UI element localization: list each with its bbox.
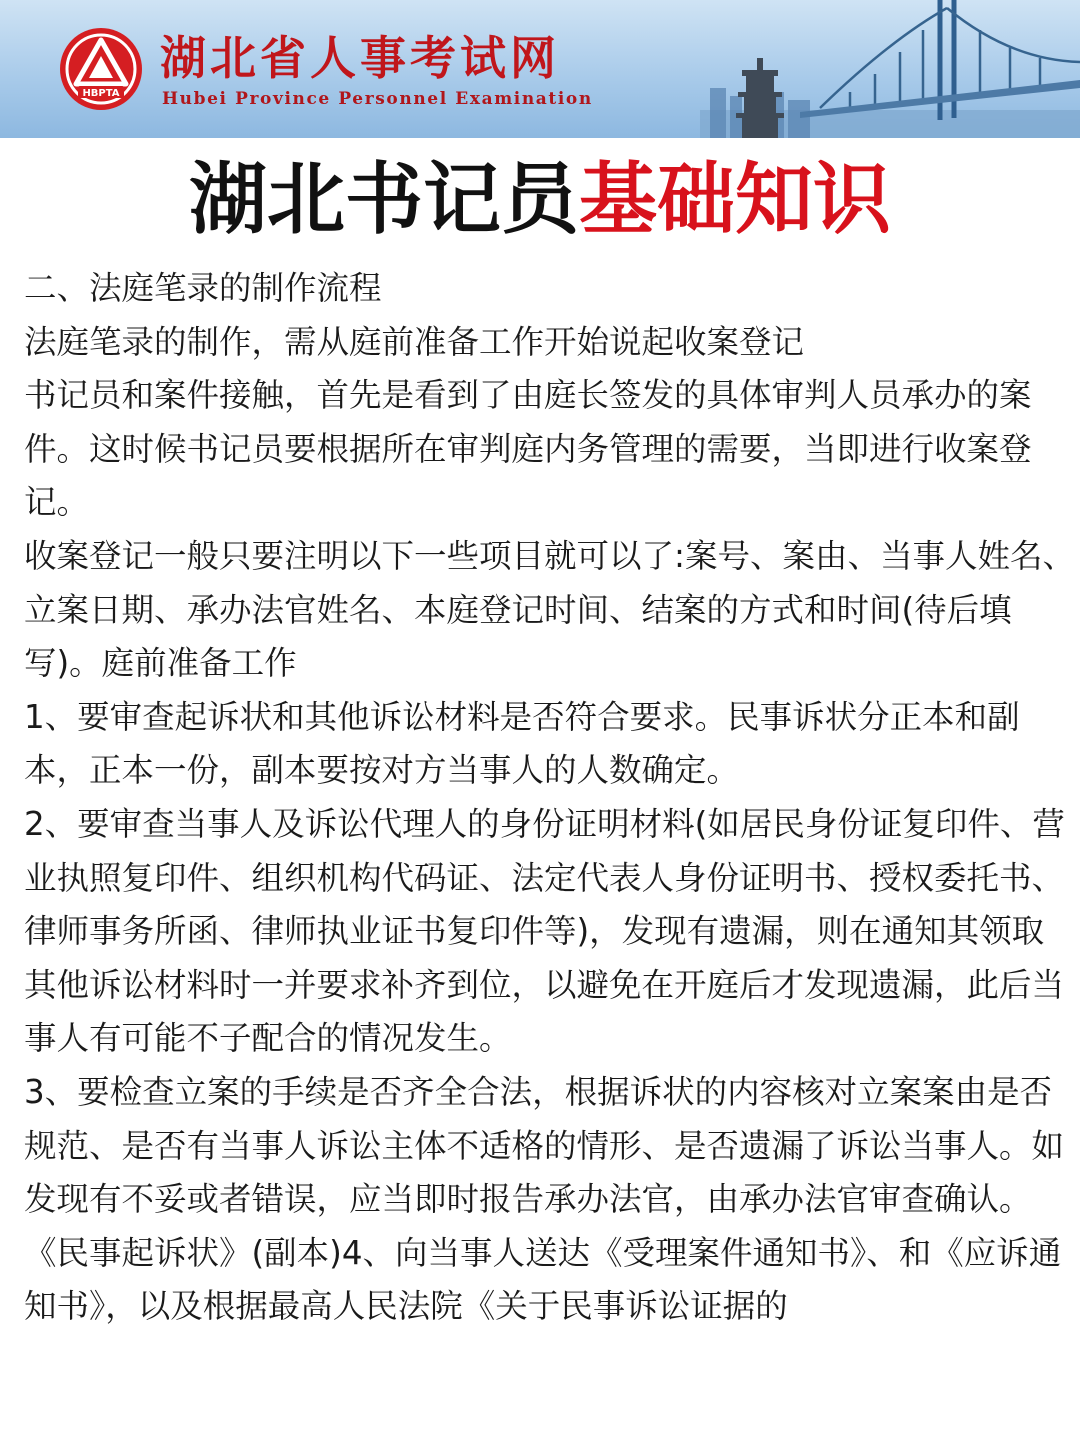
section-heading: 二、法庭笔录的制作流程 [24, 269, 382, 307]
paragraph: 法庭笔录的制作，需从庭前准备工作开始说起收案登记 [24, 322, 805, 361]
site-name-english: Hubei Province Personnel Examination [162, 89, 593, 109]
header-banner [0, 0, 1080, 138]
city-bridge-scenery-icon [620, 0, 1080, 138]
article-body [24, 262, 1076, 1334]
paragraph: 书记员和案件接触，首先是看到了由庭长签发的具体审判人员承办的案件。这时候书记员要根据所在审判庭内务管理的需要，当即进行收案登记。 [24, 376, 1032, 522]
title-red-part: 基础知识 [579, 155, 892, 245]
paragraph: 收案登记一般只要注明以下一些项目就可以了:案号、案由、当事人姓名、立案日期、承办法官姓名、本庭登记时间、结案的方式和时间(待后填写)。庭前准备工作 [24, 536, 1075, 683]
page-title [0, 150, 1080, 250]
hbpta-logo-icon [58, 26, 144, 112]
paragraph: 1、要审查起诉状和其他诉讼材料是否符合要求。民事诉状分正本和副本，正本一份，副本要按对方当事人的人数确定。 [24, 697, 1020, 790]
paragraph: 2、要审查当事人及诉讼代理人的身份证明材料(如居民身份证复印件、营业执照复印件、组织机构代码证、法定代表人身份证明书、授权委托书、律师事务所函、律师执业证书复印件等)，发现有遗漏，则在通知其领取其他诉讼材料时一并要求补齐到位，以避免在开庭后才发现遗漏，此后当事人有可能不子配合的情况发生。 [24, 804, 1065, 1058]
site-name-chinese: 湖北省人事考试网 [160, 31, 560, 85]
logo-text: HBPTA [82, 88, 120, 99]
paragraph: 3、要检查立案的手续是否齐全合法，根据诉状的内容核对立案案由是否规范、是否有当事人诉讼主体不适格的情形、是否遗漏了诉讼当事人。如发现有不妥或者错误，应当即时报告承办法官，由承办法官审查确认。《民事起诉状》(副本)4、向当事人送达《受理案件通知书》、和《应诉通知书》，以及根据最高人民法院《关于民事诉讼证据的 [24, 1072, 1065, 1326]
title-black-part: 湖北书记员 [188, 155, 579, 245]
